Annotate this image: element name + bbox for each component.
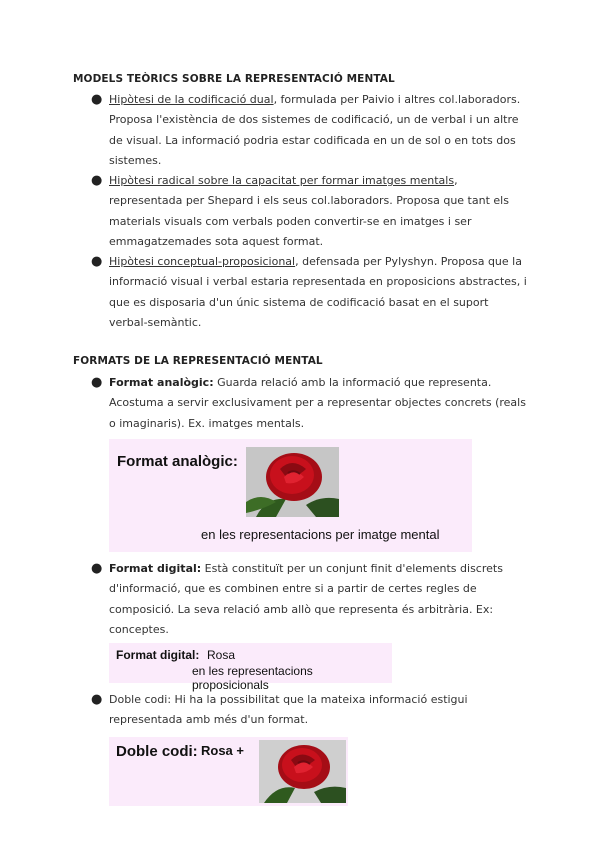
model-line: sistemes. [109,153,162,167]
bullet-icon: ● [91,173,103,188]
figure-word: Rosa + [201,743,244,758]
figure-word: Rosa [207,648,236,662]
format-line: Doble codi: Hi ha la possibilitat que la mateixa informació estigui [109,693,468,706]
figure-caption: en les representacions per imatge mental [201,527,440,542]
format-digital [109,559,527,640]
format-line: composició. La seva relació amb allò que representa és arbitrària. Ex: [109,602,494,616]
model-propositional [109,252,527,333]
model-line: Proposa l'existència de dos sistemes de codificació, un de verbal i un altre [109,113,519,127]
model-dual-coding [109,90,527,171]
format-term: Format analògic: [109,376,214,389]
bullet-icon: ● [91,692,103,707]
model-term: Hipòtesi radical sobre la capacitat per formar imatges mentals [109,174,455,187]
figure-title: Doble codi: [116,743,198,760]
model-line: emmagatzemades sota aquest format. [109,234,324,248]
model-text: , formulada per Paivio i altres col.laboradors. [273,93,521,106]
rose-image [259,740,346,803]
model-term: Hipòtesi conceptual-proposicional [109,255,296,268]
rose-image [246,447,339,517]
model-term: Hipòtesi de la codificació dual [109,93,274,106]
digital-figure [109,643,392,692]
doble-figure [109,737,348,806]
figure-title: Format analògic: [117,453,238,470]
format-line: conceptes. [109,622,169,636]
model-line: de visual. La informació podria estar codificada en un de sol o en tots dos [109,133,516,147]
bullet-icon: ● [91,254,103,269]
model-text: , [454,174,458,187]
model-line: informació visual i verbal estaria representada en proposicions abstractes, i [109,275,527,289]
figure-caption: en les representacions proposicionals [192,664,313,692]
format-line: Acostuma a servir exclusivament per a representar objectes concrets (reals [109,396,526,410]
model-line: representada per Shepard i els seus col.laboradors. Proposa que tant els [109,194,509,208]
model-line: que es disposaria d'un únic sistema de codificació basat en el suport [109,295,489,309]
model-line: verbal-semàntic. [109,315,202,329]
bullet-icon: ● [91,561,103,576]
formats-heading: FORMATS DE LA REPRESENTACIÓ MENTAL [73,355,323,367]
model-line: materials visuals com verbals poden convertir-se en imatges i ser [109,214,472,228]
models-heading: MODELS TEÒRICS SOBRE LA REPRESENTACIÓ MENTAL [73,73,395,85]
format-term: Format digital: [109,562,202,575]
model-radical [109,171,527,252]
format-analogic [109,373,527,434]
format-line: d'informació, que es combinen entre si a partir de certes regles de [109,582,477,596]
format-text: Està constituït per un conjunt finit d'elements discrets [201,562,503,575]
format-text: Guarda relació amb la informació que representa. [213,376,492,389]
analogic-figure [109,439,472,552]
format-line: o imaginaris). Ex. imatges mentals. [109,416,305,430]
model-text: , defensada per Pylyshyn. Proposa que la [295,255,522,268]
bullet-icon: ● [91,375,103,390]
bullet-icon: ● [91,92,103,107]
figure-title: Format digital: [116,648,200,662]
format-line: representada amb més d'un format. [109,713,309,727]
format-doble [109,690,527,731]
